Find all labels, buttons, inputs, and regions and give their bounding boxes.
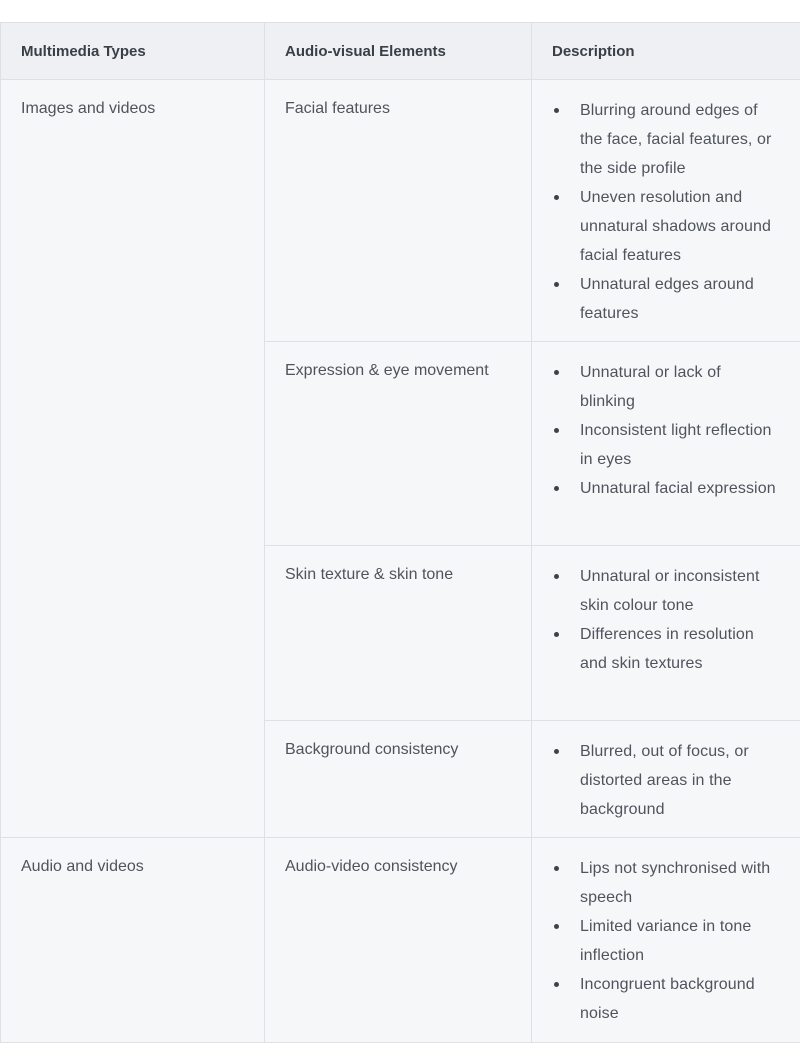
header-audio-visual-elements: Audio-visual Elements [265,23,532,80]
description-text: Differences in resolution and skin textures [580,626,754,672]
description-list [552,854,780,1028]
description-list [552,737,780,824]
description-list-item [580,474,780,503]
audio-visual-element-cell: Audio-video consistency [265,838,532,1043]
bullet-icon [554,370,559,375]
description-list-item [580,912,780,970]
bullet-icon [554,108,559,113]
description-list-item [580,562,780,620]
description-cell [532,80,800,342]
description-text: Unnatural or lack of blinking [580,364,721,410]
bullet-icon [554,632,559,637]
description-text: Uneven resolution and unnatural shadows around facial features [580,189,771,264]
description-cell [532,721,800,838]
table-row [1,838,800,1043]
multimedia-type-cell: Audio and videos [1,838,265,1043]
audio-visual-element-cell: Facial features [265,80,532,342]
description-list-item [580,620,780,678]
bullet-icon [554,982,559,987]
description-list [552,562,780,678]
deepfake-indicators-table-container [0,22,800,1043]
multimedia-type-cell: Images and videos [1,80,265,838]
bullet-icon [554,574,559,579]
description-text: Unnatural edges around features [580,276,754,322]
description-text: Blurring around edges of the face, facial features, or the side profile [580,102,772,177]
header-multimedia-types: Multimedia Types [1,23,265,80]
description-list-item [580,970,780,1028]
description-list-item [580,416,780,474]
description-list-item [580,737,780,824]
description-cell [532,546,800,721]
header-description: Description [532,23,800,80]
description-cell [532,342,800,546]
description-list-item [580,358,780,416]
bullet-icon [554,486,559,491]
bullet-icon [554,924,559,929]
description-text: Lips not synchronised with speech [580,860,771,906]
table-row [1,80,800,342]
description-text: Inconsistent light reflection in eyes [580,422,772,468]
description-list [552,358,780,503]
audio-visual-element-cell: Background consistency [265,721,532,838]
description-text: Unnatural or inconsistent skin colour tone [580,568,760,614]
bullet-icon [554,428,559,433]
description-text: Limited variance in tone inflection [580,918,752,964]
audio-visual-element-cell: Expression & eye movement [265,342,532,546]
bullet-icon [554,749,559,754]
deepfake-indicators-table [0,22,800,1043]
description-list-item [580,270,780,328]
description-text: Blurred, out of focus, or distorted areas in the background [580,743,749,818]
description-text: Incongruent background noise [580,976,755,1022]
description-text: Unnatural facial expression [580,480,776,497]
description-list-item [580,96,780,183]
audio-visual-element-cell: Skin texture & skin tone [265,546,532,721]
description-cell [532,838,800,1043]
bullet-icon [554,282,559,287]
bullet-icon [554,195,559,200]
description-list [552,96,780,328]
table-header-row [1,23,800,80]
description-list-item [580,854,780,912]
description-list-item [580,183,780,270]
bullet-icon [554,866,559,871]
